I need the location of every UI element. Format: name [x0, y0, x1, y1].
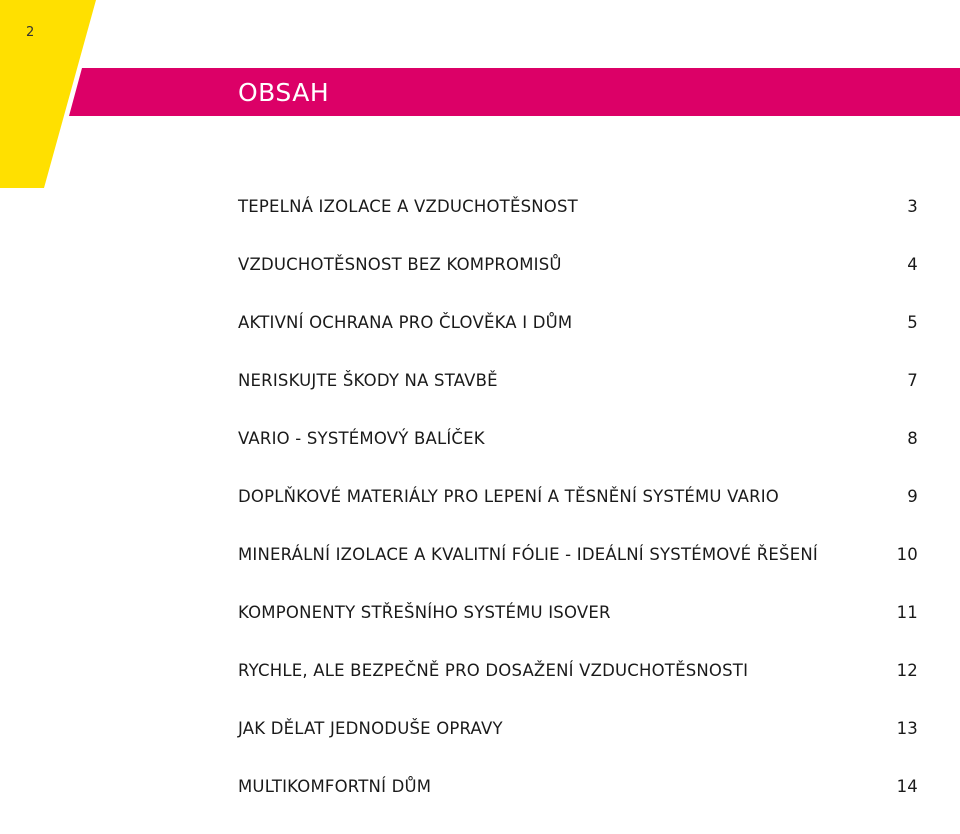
- title-bar: [0, 68, 960, 116]
- toc-entry-page: 4: [907, 255, 918, 274]
- page-title: OBSAH: [238, 78, 330, 107]
- toc-entry-title: RYCHLE, ALE BEZPEČNĚ PRO DOSAŽENÍ VZDUCHOTĚSNOSTI: [238, 661, 749, 680]
- toc-entry[interactable]: [238, 718, 918, 776]
- toc-entry-title: MINERÁLNÍ IZOLACE A KVALITNÍ FÓLIE - IDEÁLNÍ SYSTÉMOVÉ ŘEŠENÍ: [238, 545, 818, 564]
- toc-entry[interactable]: [238, 312, 918, 370]
- toc-entry-title: VARIO - SYSTÉMOVÝ BALÍČEK: [238, 429, 485, 448]
- toc-entry-page: 12: [896, 661, 918, 680]
- toc-entry[interactable]: [238, 544, 918, 602]
- toc-entry[interactable]: [238, 254, 918, 312]
- toc-entry[interactable]: [238, 196, 918, 254]
- toc-entry-title: DOPLŇKOVÉ MATERIÁLY PRO LEPENÍ A TĚSNĚNÍ SYSTÉMU VARIO: [238, 487, 779, 506]
- toc-entry-title: KOMPONENTY STŘEŠNÍHO SYSTÉMU ISOVER: [238, 603, 611, 622]
- toc-entry[interactable]: [238, 776, 918, 834]
- title-bar-shape: [69, 68, 960, 116]
- toc-entry-page: 3: [907, 197, 918, 216]
- toc-entry[interactable]: [238, 660, 918, 718]
- table-of-contents: [238, 196, 918, 834]
- toc-entry-page: 13: [896, 719, 918, 738]
- toc-entry-title: JAK DĚLAT JEDNODUŠE OPRAVY: [238, 719, 503, 738]
- toc-entry[interactable]: [238, 602, 918, 660]
- toc-entry[interactable]: [238, 370, 918, 428]
- toc-entry-page: 14: [896, 777, 918, 796]
- toc-entry-page: 11: [896, 603, 918, 622]
- toc-entry[interactable]: [238, 428, 918, 486]
- toc-entry[interactable]: [238, 486, 918, 544]
- toc-entry-page: 5: [907, 313, 918, 332]
- toc-entry-page: 9: [907, 487, 918, 506]
- toc-entry-title: VZDUCHOTĚSNOST BEZ KOMPROMISŮ: [238, 255, 562, 274]
- toc-entry-page: 10: [896, 545, 918, 564]
- page-number: 2: [26, 25, 35, 40]
- toc-entry-page: 7: [907, 371, 918, 390]
- toc-entry-page: 8: [907, 429, 918, 448]
- toc-entry-title: AKTIVNÍ OCHRANA PRO ČLOVĚKA I DŮM: [238, 313, 573, 332]
- toc-entry-title: NERISKUJTE ŠKODY NA STAVBĚ: [238, 371, 498, 390]
- toc-entry-title: TEPELNÁ IZOLACE A VZDUCHOTĚSNOST: [238, 197, 578, 216]
- toc-entry-title: MULTIKOMFORTNÍ DŮM: [238, 777, 432, 796]
